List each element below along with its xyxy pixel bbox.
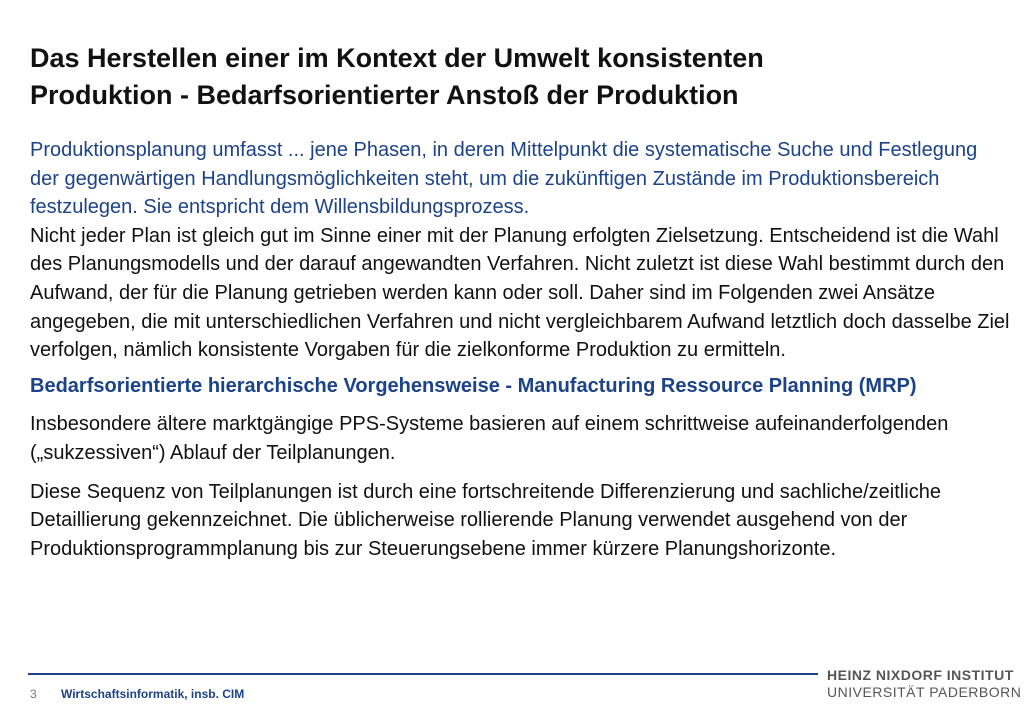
paragraph-2: Diese Sequenz von Teilplanungen ist durch eine fortschreitende Differenzierung und sachliche/zeitliche Detaillierung gekennzeichnet. Die üblicherweise rollierende Planung verwendet ausgehend von der Produktionsprogrammplanung bis zur Steuerungsebene immer kürzere Planungshorizonte. bbox=[30, 480, 941, 560]
paragraph-1: Insbesondere ältere marktgängige PPS-Systeme basieren auf einem schrittweise aufeinanderfolgenden („sukzessiven“) Ablauf der Teilplanungen. bbox=[30, 413, 949, 464]
page-number: 3 bbox=[30, 687, 37, 701]
slide-body bbox=[30, 136, 1010, 563]
slide-title bbox=[30, 40, 1000, 114]
intro-definition: Produktionsplanung umfasst ... jene Phasen, in deren Mittelpunkt die systematische Suche und Festlegung der gegenwärtigen Handlungsmöglichkeiten steht, um die zukünftigen Zustände im Produktionsbereich festzulegen. Sie entspricht dem Willensbildungsprozess. bbox=[30, 139, 978, 219]
slide-title-line-2: Produktion - Bedarfsorientierter Anstoß der Produktion bbox=[30, 80, 739, 110]
logo-line-1: HEINZ NIXDORF INSTITUT bbox=[827, 667, 1014, 683]
section-heading: Bedarfsorientierte hierarchische Vorgehensweise - Manufacturing Ressource Planning (MRP) bbox=[30, 374, 917, 397]
footer-course: Wirtschaftsinformatik, insb. CIM bbox=[61, 687, 245, 701]
slide-title-line-1: Das Herstellen einer im Kontext der Umwelt konsistenten bbox=[30, 43, 764, 73]
institute-logo bbox=[827, 667, 1022, 701]
intro-explanation: Nicht jeder Plan ist gleich gut im Sinne einer mit der Planung erfolgten Zielsetzung. Entscheidend ist die Wahl des Planungsmodells und der darauf angewandten Verfahren. Nicht zuletzt ist diese Wahl bestimmt durch den Aufwand, der für die Planung getrieben werden kann oder soll. Daher sind im Folgenden zwei Ansätze angegeben, die mit unterschiedlichen Verfahren und nicht vergleichbarem Aufwand letztlich doch dasselbe Ziel verfolgen, nämlich konsistente Vorgaben für die zielkonforme Produktion zu ermitteln. bbox=[30, 224, 1010, 362]
logo-line-2: UNIVERSITÄT PADERBORN bbox=[827, 684, 1022, 700]
footer-divider bbox=[28, 673, 818, 675]
